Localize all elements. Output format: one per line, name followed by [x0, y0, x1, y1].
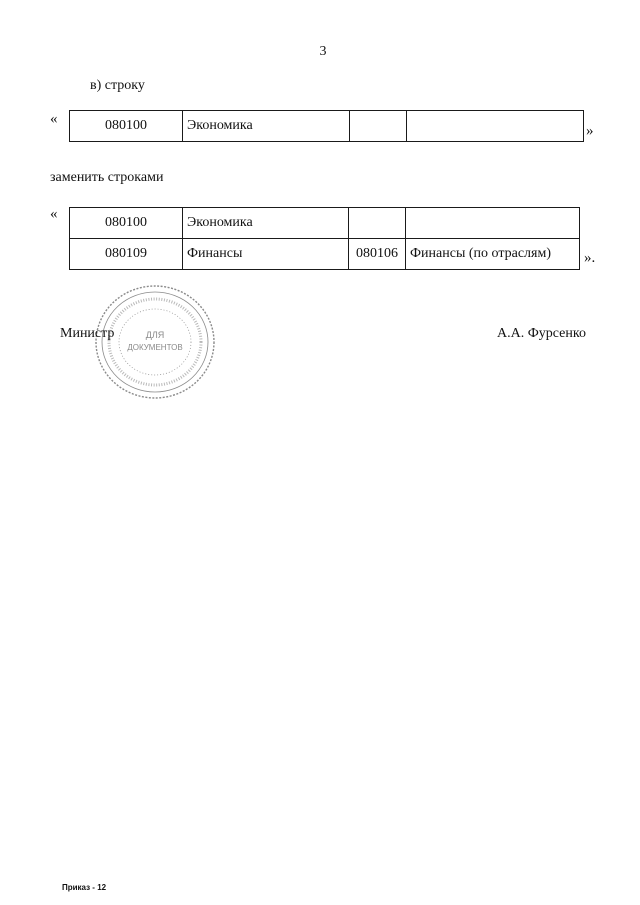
original-row-table [69, 110, 584, 142]
signature-name: А.А. Фурсенко [497, 326, 586, 341]
signature-title: Министр [60, 326, 115, 341]
stamp-text-bottom: ДОКУМЕНТОВ [127, 343, 183, 352]
table-row [70, 239, 580, 270]
new-rows-table [69, 207, 580, 270]
open-quote-2: « [50, 206, 58, 222]
stamp-text-top: ДЛЯ [145, 330, 165, 340]
table-cell-code2 [350, 111, 407, 142]
table-cell-code2: 080106 [349, 239, 406, 270]
table-cell-name2 [407, 111, 584, 142]
replace-text: заменить строками [50, 170, 164, 185]
table-cell-name: Экономика [183, 111, 350, 142]
table-cell-name2: Финансы (по отраслям) [406, 239, 580, 270]
table-row [70, 111, 584, 142]
table-cell-name: Экономика [183, 208, 349, 239]
intro-text: в) строку [90, 78, 145, 93]
footer-text: Приказ - 12 [62, 883, 107, 892]
table-cell-code: 080109 [70, 239, 183, 270]
table-cell-code: 080100 [70, 208, 183, 239]
table-cell-name2 [406, 208, 580, 239]
table-cell-name: Финансы [183, 239, 349, 270]
table-cell-code2 [349, 208, 406, 239]
table-cell-code: 080100 [70, 111, 183, 142]
close-quote: » [586, 123, 594, 139]
open-quote: « [50, 111, 58, 127]
close-quote-final: ». [584, 250, 596, 266]
table-row [70, 208, 580, 239]
page-number: 3 [319, 44, 327, 59]
